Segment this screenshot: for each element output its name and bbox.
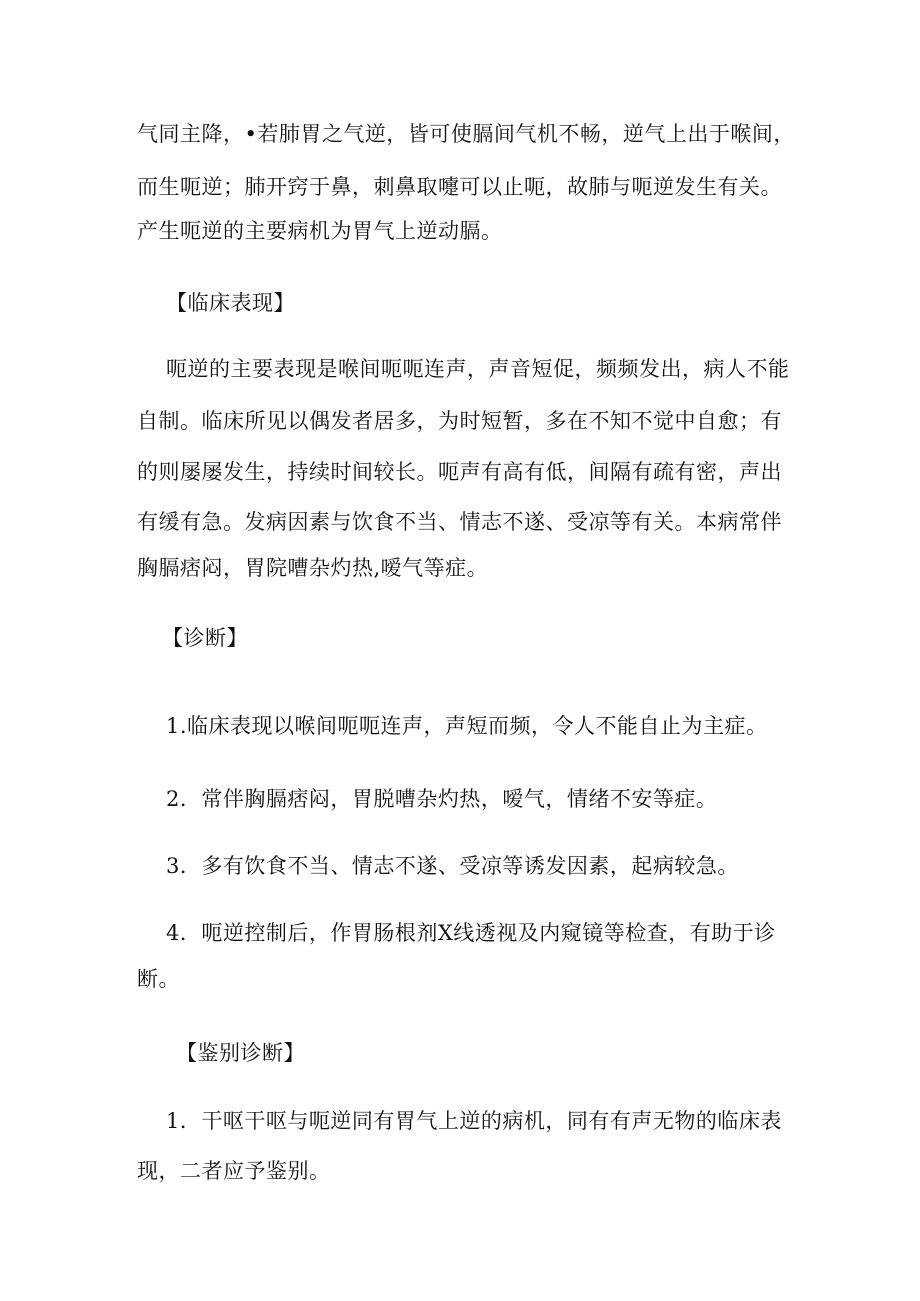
section-heading-diagnosis: 【诊断】 <box>162 626 248 650</box>
paragraph-line: 产生呃逆的主要病机为胃气上逆动膈。 <box>137 219 503 243</box>
diagnosis-item: 4．呃逆控制后，作胃肠根剂X线透视及内窥镜等检查，有助于诊 <box>166 921 776 945</box>
paragraph-line: 而生呃逆；肺开窍于鼻，刺鼻取嚏可以止呃，故肺与呃逆发生有关。 <box>137 175 782 199</box>
paragraph-line: 呃逆的主要表现是喉间呃呃连声，声音短促，频频发出，病人不能 <box>166 357 790 381</box>
paragraph-line: 胸膈痞闷，胃院嘈杂灼热,嗳气等症。 <box>137 556 489 580</box>
paragraph-line: 自制。临床所见以偶发者居多，为时短暂，多在不知不觉中自愈；有 <box>137 409 782 433</box>
differential-item-continued: 现，二者应予鉴别。 <box>137 1159 331 1183</box>
paragraph-line: 的则屡屡发生，持续时间较长。呃声有高有低，间隔有疏有密，声出 <box>137 460 782 484</box>
diagnosis-item: 2．常伴胸膈痞闷，胃脱嘈杂灼热，嗳气，情绪不安等症。 <box>166 787 718 811</box>
differential-item: 1．干呕干呕与呃逆同有胃气上逆的病机，同有有声无物的临床表 <box>166 1109 782 1133</box>
diagnosis-item-continued: 断。 <box>137 967 180 991</box>
section-heading-differential: 【鉴别诊断】 <box>176 1041 305 1065</box>
section-heading-clinical: 【临床表现】 <box>166 291 295 315</box>
paragraph-line: 有缓有急。发病因素与饮食不当、情志不遂、受凉等有关。本病常伴 <box>137 510 782 534</box>
paragraph-line: 气同主降，•若肺胃之气逆，皆可使膈间气机不畅，逆气上出于喉间， <box>137 122 795 146</box>
diagnosis-item: 3．多有饮食不当、情志不遂、受凉等诱发因素，起病较急。 <box>166 854 739 878</box>
diagnosis-item: 1.临床表现以喉间呃呃连声，声短而频，令人不能自止为主症。 <box>166 714 768 738</box>
